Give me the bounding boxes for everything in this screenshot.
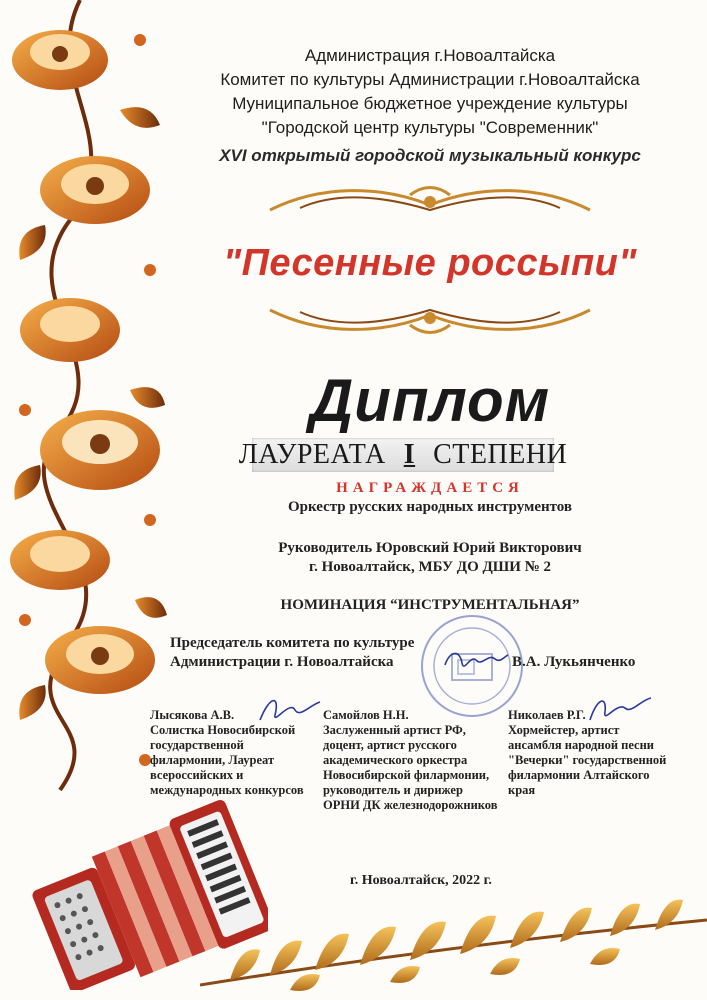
awarded-label: НАГРАЖДАЕТСЯ <box>336 480 524 496</box>
flourish-top <box>260 180 600 220</box>
jury2-line: руководитель и дирижер <box>323 783 463 797</box>
jury3-line: Хормейстер, артист <box>508 723 620 737</box>
diploma-heading: Диплом <box>309 367 551 434</box>
accordion-illustration <box>18 780 268 990</box>
header-institution: Муниципальное бюджетное учреждение культуры <box>232 94 628 113</box>
jury1-line: Лысякова А.В. <box>150 708 235 722</box>
place-and-year: г. Новоалтайск, 2022 г. <box>350 873 492 888</box>
jury3-line: "Вечерки" государственной <box>508 753 667 767</box>
chair-title-line2: Администрации г. Новоалтайска <box>170 654 394 670</box>
chair-name: В.А. Лукьянченко <box>512 654 636 670</box>
jury3-line: края <box>508 783 536 797</box>
header-center: "Городской центр культуры "Современник" <box>261 118 599 137</box>
jury-member-3 <box>508 708 683 798</box>
recipient-name: Оркестр русских народных инструментов <box>287 499 573 515</box>
jury2-line: академического оркестра <box>323 753 468 767</box>
flourish-bottom <box>260 300 600 340</box>
degree-word-stepeni: СТЕПЕНИ <box>433 439 568 470</box>
jury3-line: филармонии Алтайского <box>508 768 650 782</box>
header-committee: Комитет по культуры Администрации г.Новоалтайска <box>220 70 640 89</box>
jury2-line: доцент, артист русского <box>323 738 457 752</box>
jury-member-2 <box>323 708 503 813</box>
leaf-garland-bottom <box>200 890 707 1000</box>
jury2-line: Самойлов Н.Н. <box>323 708 409 722</box>
jury2-line: Новосибирской филармонии, <box>323 768 490 782</box>
degree-roman-numeral: I <box>403 439 416 470</box>
chair-signature <box>440 645 510 675</box>
header-administration: Администрация г.Новоалтайска <box>304 46 556 65</box>
contest-title: "Песенные россыпи" <box>223 242 637 284</box>
jury2-line: Заслуженный артист РФ, <box>323 723 466 737</box>
jury3-line: Николаев Р.Г. <box>508 708 586 722</box>
chair-title-line1: Председатель комитета по культуре <box>170 635 415 651</box>
jury3-line: ансамбля народной песни <box>508 738 655 752</box>
jury1-line: Солистка Новосибирской <box>150 723 296 737</box>
nomination: НОМИНАЦИЯ “ИНСТРУМЕНТАЛЬНАЯ” <box>280 597 580 613</box>
degree-word-laureate: ЛАУРЕАТА <box>238 439 386 470</box>
city-school: г. Новоалтайск, МБУ ДО ДШИ № 2 <box>308 559 552 575</box>
laureate-degree <box>238 438 568 472</box>
jury-member-1 <box>150 708 320 798</box>
jury1-line: государственной <box>150 738 244 752</box>
contest-name: XVI открытый городской музыкальный конкурс <box>219 146 641 165</box>
jury1-line: всероссийских и <box>150 768 244 782</box>
jury2-line: ОРНИ ДК железнодорожников <box>323 798 498 812</box>
leader-name: Руководитель Юровский Юрий Викторович <box>278 540 582 556</box>
jury1-line: международных конкурсов <box>150 783 304 797</box>
jury1-line: филармонии, Лауреат <box>150 753 275 767</box>
